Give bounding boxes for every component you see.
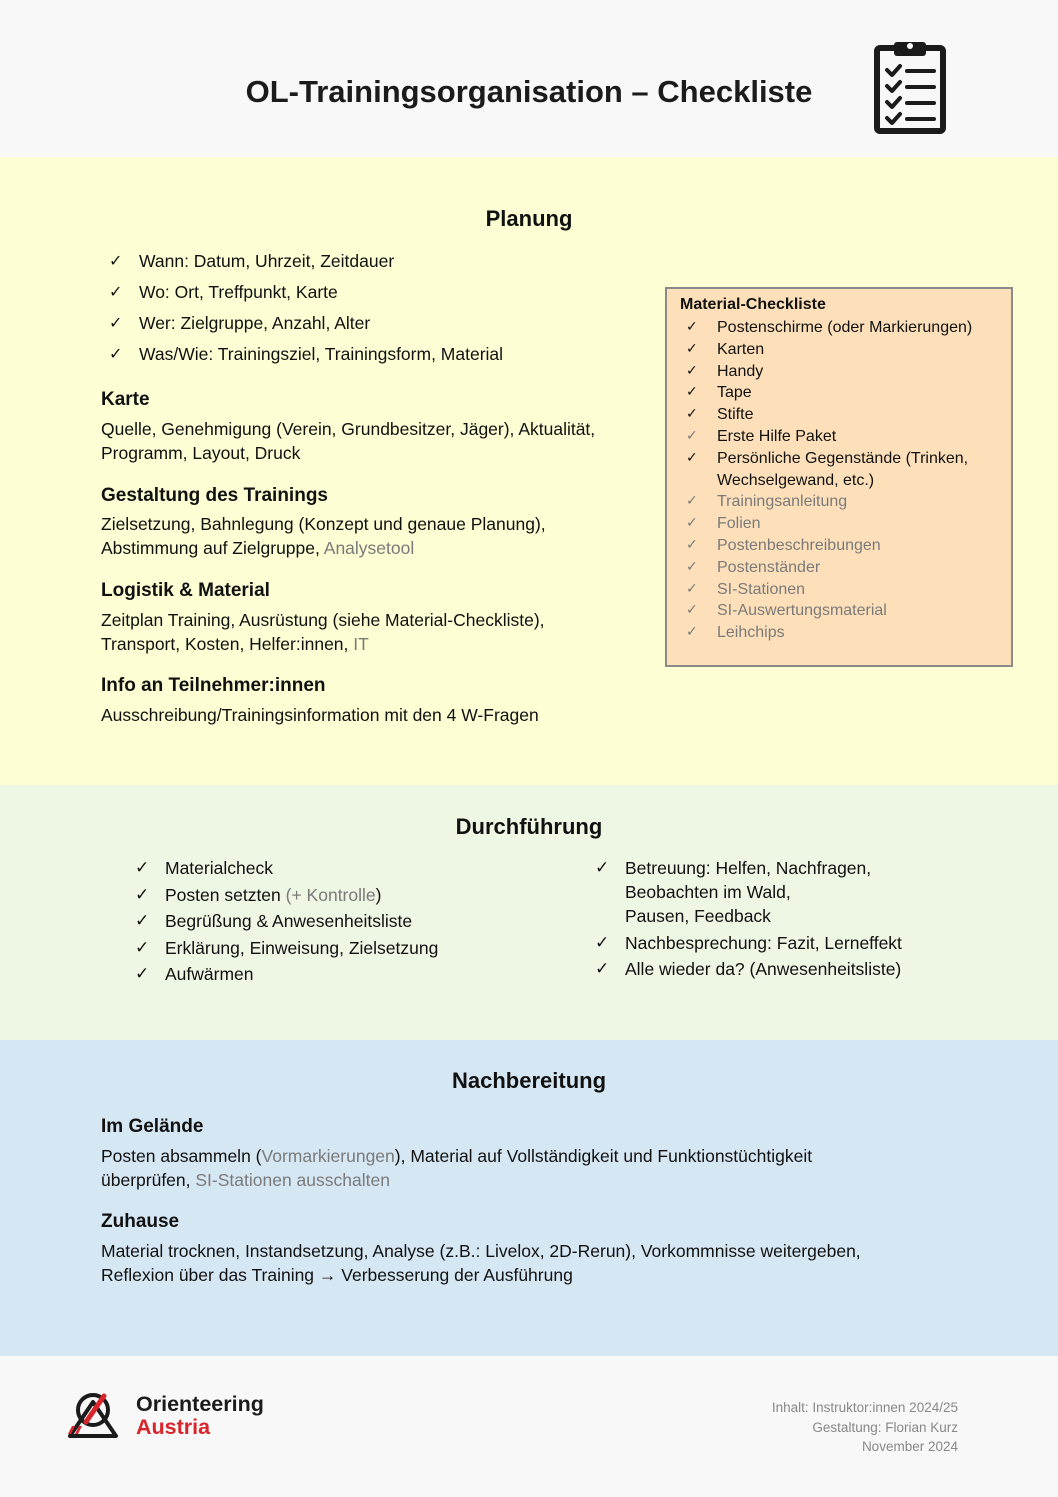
info-heading: Info an Teilnehmer:innen bbox=[101, 675, 326, 696]
list-item: ✓ SI-Auswertungsmaterial bbox=[717, 600, 1007, 622]
material-heading: Material-Checkliste bbox=[680, 296, 826, 313]
list-item: ✓ Handy bbox=[717, 361, 1007, 383]
checkmark-icon: ✓ bbox=[686, 493, 698, 510]
durchfuehrung-right-list bbox=[595, 856, 902, 984]
zuhause-text: Material trocknen, Instandsetzung, Analyse (z.B.: Livelox, 2D-Rerun), Vorkommnisse weitergeben, Reflexion über das Training → Verbesserung der Ausführung bbox=[101, 1241, 861, 1285]
checkmark-icon: ✓ bbox=[686, 427, 698, 444]
planung-checklist bbox=[109, 249, 504, 373]
list-item: ✓ Trainingsanleitung bbox=[717, 491, 1007, 513]
checkmark-icon: ✓ bbox=[686, 362, 698, 379]
checkmark-icon: ✓ bbox=[686, 406, 698, 423]
gestaltung-text: Zielsetzung, Bahnlegung (Konzept und genaue Planung), Abstimmung auf Zielgruppe, Analysetool bbox=[101, 514, 546, 558]
list-item: ✓ Materialcheck bbox=[135, 858, 273, 878]
checkmark-icon: ✓ bbox=[686, 624, 698, 641]
checkmark-icon: ✓ bbox=[595, 959, 610, 980]
durchfuehrung-left-list bbox=[135, 856, 439, 989]
list-item: ✓ Betreuung: Helfen, Nachfragen, Beobachten im Wald, Pausen, Feedback bbox=[595, 858, 872, 926]
orienteering-austria-logo bbox=[66, 1390, 130, 1438]
clipboard-check-icon bbox=[872, 40, 948, 134]
checkmark-icon: ✓ bbox=[135, 911, 150, 932]
checkmark-icon: ✓ bbox=[686, 449, 698, 466]
checkmark-icon: ✓ bbox=[135, 964, 150, 985]
list-item: ✓ Begrüßung & Anwesenheitsliste bbox=[135, 911, 413, 932]
list-item: ✓ SI-Stationen bbox=[717, 579, 1007, 601]
list-item: ✓ Stifte bbox=[717, 404, 1007, 426]
nachbereitung-heading: Nachbereitung bbox=[451, 1068, 607, 1093]
list-item: ✓ Tape bbox=[717, 382, 1007, 404]
checkmark-icon: ✓ bbox=[135, 858, 150, 878]
credits: Inhalt: Instruktor:innen 2024/25 Gestaltung: Florian Kurz November 2024 bbox=[771, 1400, 958, 1454]
checkmark-icon: ✓ bbox=[686, 558, 698, 575]
checkmark-icon: ✓ bbox=[135, 884, 150, 905]
list-item: ✓ Postenschirme (oder Markierungen) bbox=[717, 317, 1007, 339]
info-text: Ausschreibung/Trainingsinformation mit den 4 W-Fragen bbox=[101, 705, 539, 725]
list-item: ✓ Folien bbox=[717, 513, 1007, 535]
list-item: ✓ Leihchips bbox=[717, 622, 1007, 644]
logistik-text: Zeitplan Training, Ausrüstung (siehe Material-Checkliste), Transport, Kosten, Helfer:innen, IT bbox=[101, 610, 545, 654]
checkmark-icon: ✓ bbox=[109, 251, 123, 270]
checkmark-icon: ✓ bbox=[686, 536, 698, 553]
list-item: ✓ Nachbesprechung: Fazit, Lerneffekt bbox=[595, 932, 902, 953]
gelaende-heading: Im Gelände bbox=[101, 1116, 204, 1137]
checkmark-icon: ✓ bbox=[135, 937, 150, 958]
logistik-heading: Logistik & Material bbox=[101, 580, 270, 601]
checkmark-icon: ✓ bbox=[595, 932, 610, 953]
checkmark-icon: ✓ bbox=[109, 282, 123, 301]
karte-heading: Karte bbox=[101, 389, 150, 410]
list-item: ✓ Wann: Datum, Uhrzeit, Zeitdauer bbox=[109, 251, 395, 271]
material-checklist-box bbox=[665, 287, 1013, 667]
checkmark-icon: ✓ bbox=[595, 858, 610, 878]
karte-text: Quelle, Genehmigung (Verein, Grundbesitzer, Jäger), Aktualität, Programm, Layout, Druck bbox=[101, 419, 596, 463]
gelaende-text: Posten absammeln (Vormarkierungen), Material auf Vollständigkeit und Funktionstüchtigkeit überprüfen, SI-Stationen ausschalten bbox=[101, 1146, 813, 1190]
page-title: OL-Trainingsorganisation – Checkliste bbox=[245, 74, 813, 109]
checkmark-icon: ✓ bbox=[686, 340, 698, 357]
list-item: ✓ Erste Hilfe Paket bbox=[717, 426, 1007, 448]
list-item: ✓ Aufwärmen bbox=[135, 964, 254, 985]
checkmark-icon: ✓ bbox=[686, 319, 698, 335]
list-item: ✓ Karten bbox=[717, 339, 1007, 361]
list-item: ✓ Posten setzten (+ Kontrolle) bbox=[135, 884, 382, 905]
checkmark-icon: ✓ bbox=[686, 580, 698, 597]
list-item: ✓ Postenbeschreibungen bbox=[717, 535, 1007, 557]
list-item: ✓ Wo: Ort, Treffpunkt, Karte bbox=[109, 282, 338, 302]
checkmark-icon: ✓ bbox=[686, 515, 698, 532]
zuhause-heading: Zuhause bbox=[101, 1211, 180, 1232]
checkmark-icon: ✓ bbox=[109, 313, 123, 332]
list-item: ✓ Erklärung, Einweisung, Zielsetzung bbox=[135, 937, 439, 958]
material-checklist bbox=[686, 317, 1007, 644]
planung-heading: Planung bbox=[485, 206, 573, 231]
list-item: ✓ Persönliche Gegenstände (Trinken, Wechselgewand, etc.) bbox=[686, 449, 969, 489]
durchfuehrung-heading: Durchführung bbox=[455, 814, 603, 839]
logo-wordmark: Orienteering Austria bbox=[136, 1392, 264, 1439]
checkmark-icon: ✓ bbox=[686, 602, 698, 619]
list-item: ✓ Was/Wie: Trainingsziel, Trainingsform, Material bbox=[109, 344, 504, 364]
gestaltung-heading: Gestaltung des Trainings bbox=[101, 485, 328, 506]
list-item: ✓ Wer: Zielgruppe, Anzahl, Alter bbox=[109, 313, 371, 333]
list-item: ✓ Alle wieder da? (Anwesenheitsliste) bbox=[595, 959, 902, 980]
list-item: ✓ Postenständer bbox=[717, 557, 1007, 579]
checkmark-icon: ✓ bbox=[109, 344, 123, 363]
checkmark-icon: ✓ bbox=[686, 384, 698, 401]
